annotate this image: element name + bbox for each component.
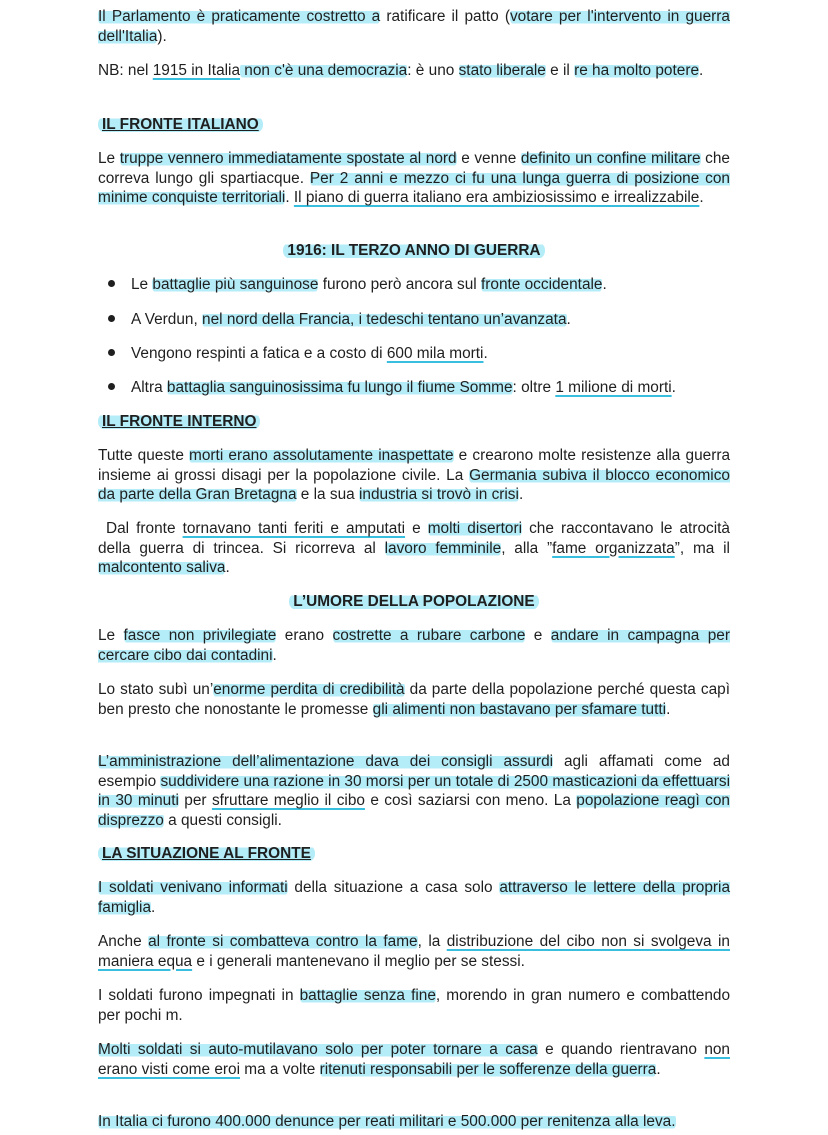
text: : oltre (512, 379, 556, 396)
text: e il (545, 62, 575, 79)
highlight: ritenuti responsabili per le sofferenze della guerra (319, 1060, 657, 1078)
highlight: suddividere una razione in 30 morsi per un totale di 2500 masticazioni da effettuarsi in 30 minuti (98, 772, 730, 809)
underline: distribuzione del cibo non si svolgeva in maniera equa (98, 933, 730, 970)
underline: tornavano tanti feriti e amputati (182, 520, 406, 537)
heading-text: 1916: IL TERZO ANNO DI GUERRA (283, 242, 544, 259)
highlight: gli alimenti non bastavano per sfamare tutti (372, 700, 667, 718)
text: . (566, 311, 571, 328)
underline: 1915 in Italia (152, 62, 241, 79)
bullet-item (108, 378, 738, 398)
highlight: Per 2 anni e mezzo ci fu una lunga guerra di posizione con minime conquiste territoriali (98, 169, 730, 206)
highlight: non c'è una democrazia (240, 62, 408, 79)
heading-text: IL FRONTE ITALIANO (98, 116, 263, 133)
text: e (405, 520, 428, 537)
text: ”, ma il (674, 539, 730, 557)
highlight: battaglie senza fine (299, 987, 436, 1004)
highlight: malcontento saliva (98, 559, 226, 576)
paragraph-dal-fronte (98, 519, 730, 578)
text: . (272, 646, 277, 664)
underline: sfruttare meglio il cibo (211, 792, 365, 809)
paragraph-auto-mutilazioni (98, 1040, 730, 1079)
underline: 1 milione di morti (555, 379, 672, 396)
text: . (666, 700, 671, 718)
highlight: stato liberale (458, 62, 546, 79)
heading-text: IL FRONTE INTERNO (98, 413, 260, 430)
text: Tutte queste (98, 447, 190, 464)
highlight: Molti soldati si auto-mutilavano solo per poter tornare a casa (98, 1041, 538, 1058)
highlight: I soldati venivano informati (98, 879, 288, 896)
text: per (178, 792, 212, 809)
highlight: attraverso le lettere della propria famiglia (98, 879, 731, 916)
highlight: Il Parlamento è praticamente costretto a (98, 8, 381, 25)
text: . (483, 345, 488, 362)
text: Altra (131, 379, 167, 396)
text: , alla ” (501, 539, 553, 557)
highlight: fasce non privilegiate (123, 627, 277, 644)
bullet-item (108, 344, 738, 364)
text: che raccontavano le atrocità della guerra di trincea. Si ricorreva al (98, 520, 730, 557)
bullet-item (108, 275, 738, 295)
text: e quando rientravano (537, 1041, 705, 1058)
paragraph-nb (98, 61, 730, 81)
underline: 600 mila morti (386, 345, 484, 362)
highlight: Germania subiva il blocco economico da parte della Gran Bretagna (98, 466, 730, 503)
highlight: definito un confine militare (520, 150, 701, 167)
paragraph-fasce (98, 626, 730, 665)
text: della situazione a casa solo (287, 879, 500, 896)
highlight: morti erano assolutamente inaspettate (189, 447, 454, 464)
highlight: battaglie più sanguinose (152, 276, 319, 293)
highlight: lavoro femminile (384, 539, 502, 557)
paragraph-fronte-italiano (98, 149, 730, 208)
text: Vengono respinti a fatica e a costo di (131, 345, 387, 362)
text: erano (276, 627, 333, 644)
text: . (699, 62, 704, 79)
paragraph-fronte-interno (98, 446, 730, 505)
text: . (699, 189, 704, 206)
heading-umore (98, 592, 730, 612)
text: . (602, 276, 607, 293)
text: , morendo in gran numero e combattendo per pochi m. (98, 987, 731, 1024)
text: e crearono molte resistenze alla guerra insieme ai grossi disagi per la popolazione civile. La (98, 447, 731, 484)
text: . (225, 559, 230, 576)
text: e così saziarsi con meno. La (364, 792, 577, 809)
text: NB: nel (98, 62, 153, 79)
paragraph-battaglie (98, 986, 730, 1025)
paragraph-parliament (98, 7, 730, 46)
highlight: molti disertori (427, 520, 523, 537)
bullet-item (108, 310, 738, 330)
heading-fronte-italiano (98, 115, 263, 135)
highlight: L’amministrazione dell’alimentazione dava dei consigli assurdi (98, 753, 554, 770)
text: ratificare il patto ( (380, 8, 510, 25)
text: a questi consigli. (163, 811, 282, 829)
heading-1916 (98, 241, 730, 261)
paragraph-denunce (98, 1112, 730, 1132)
text: che correva lungo gli spartiacque. (98, 150, 730, 187)
underline: Il piano di guerra italiano era ambiziosissimo e irrealizzabile (293, 189, 700, 206)
text: Le (98, 150, 120, 167)
bullet-icon (108, 315, 115, 322)
text: ). (157, 27, 167, 45)
paragraph-amministrazione (98, 752, 730, 830)
heading-situazione (98, 844, 315, 864)
bullet-icon (108, 280, 115, 287)
highlight: popolazione reagì con disprezzo (98, 792, 730, 829)
highlight: enorme perdita di credibilità (213, 681, 405, 698)
text: e (525, 627, 551, 644)
paragraph-soldati-informati (98, 878, 730, 917)
highlight: re ha molto potere (574, 62, 699, 79)
text: Anche (98, 933, 149, 950)
text: da parte della popolazione perché questa capì ben presto che nonostante le promesse (98, 681, 730, 718)
text: Dal fronte (106, 520, 183, 537)
highlight: battaglia sanguinosissima fu lungo il fiume Somme (166, 379, 513, 396)
highlight: truppe vennero immediatamente spostate al nord (119, 150, 457, 167)
highlight: fronte occidentale (480, 276, 603, 293)
text: , la (417, 933, 447, 950)
paragraph-fame (98, 932, 730, 971)
text: . (285, 189, 294, 206)
text: . (518, 486, 524, 503)
text: e venne (456, 150, 521, 167)
highlight: andare in campagna per cercare cibo dai contadini (98, 627, 730, 664)
text: Le (98, 627, 124, 644)
bullet-icon (108, 349, 115, 356)
text: e la sua (296, 486, 359, 503)
text: ma a volte (240, 1060, 320, 1078)
underline: non erano visti come eroi (98, 1041, 730, 1078)
text: . (656, 1060, 661, 1078)
heading-text: L’UMORE DELLA POPOLAZIONE (289, 593, 538, 610)
paragraph-stato (98, 680, 730, 719)
text: A Verdun, (131, 311, 203, 328)
text: : è uno (407, 62, 459, 79)
text: . (671, 379, 676, 396)
highlight: In Italia ci furono 400.000 denunce per reati militari e 500.000 per renitenza alla leva. (98, 1113, 676, 1130)
text: Lo stato subì un’ (98, 681, 214, 698)
underline: fame organizzata (552, 539, 675, 557)
highlight: votare per l'intervento in guerra dell'Italia (98, 8, 730, 45)
text: I soldati furono impegnati in (98, 987, 300, 1004)
text: furono però ancora sul (318, 276, 481, 293)
text: e i generali mantenevano il meglio per se stessi. (192, 952, 525, 970)
heading-fronte-interno (98, 412, 260, 432)
bullet-icon (108, 383, 115, 390)
text: Le (131, 276, 153, 293)
text: . (151, 898, 156, 916)
highlight: costrette a rubare carbone (332, 627, 526, 644)
text: agli affamati come ad esempio (98, 753, 730, 790)
highlight: industria si trovò in crisi (358, 486, 519, 503)
heading-text: LA SITUAZIONE AL FRONTE (98, 845, 315, 862)
highlight: al fronte si combatteva contro la fame (148, 933, 418, 950)
highlight: nel nord della Francia, i tedeschi tentano un’avanzata (202, 311, 567, 328)
